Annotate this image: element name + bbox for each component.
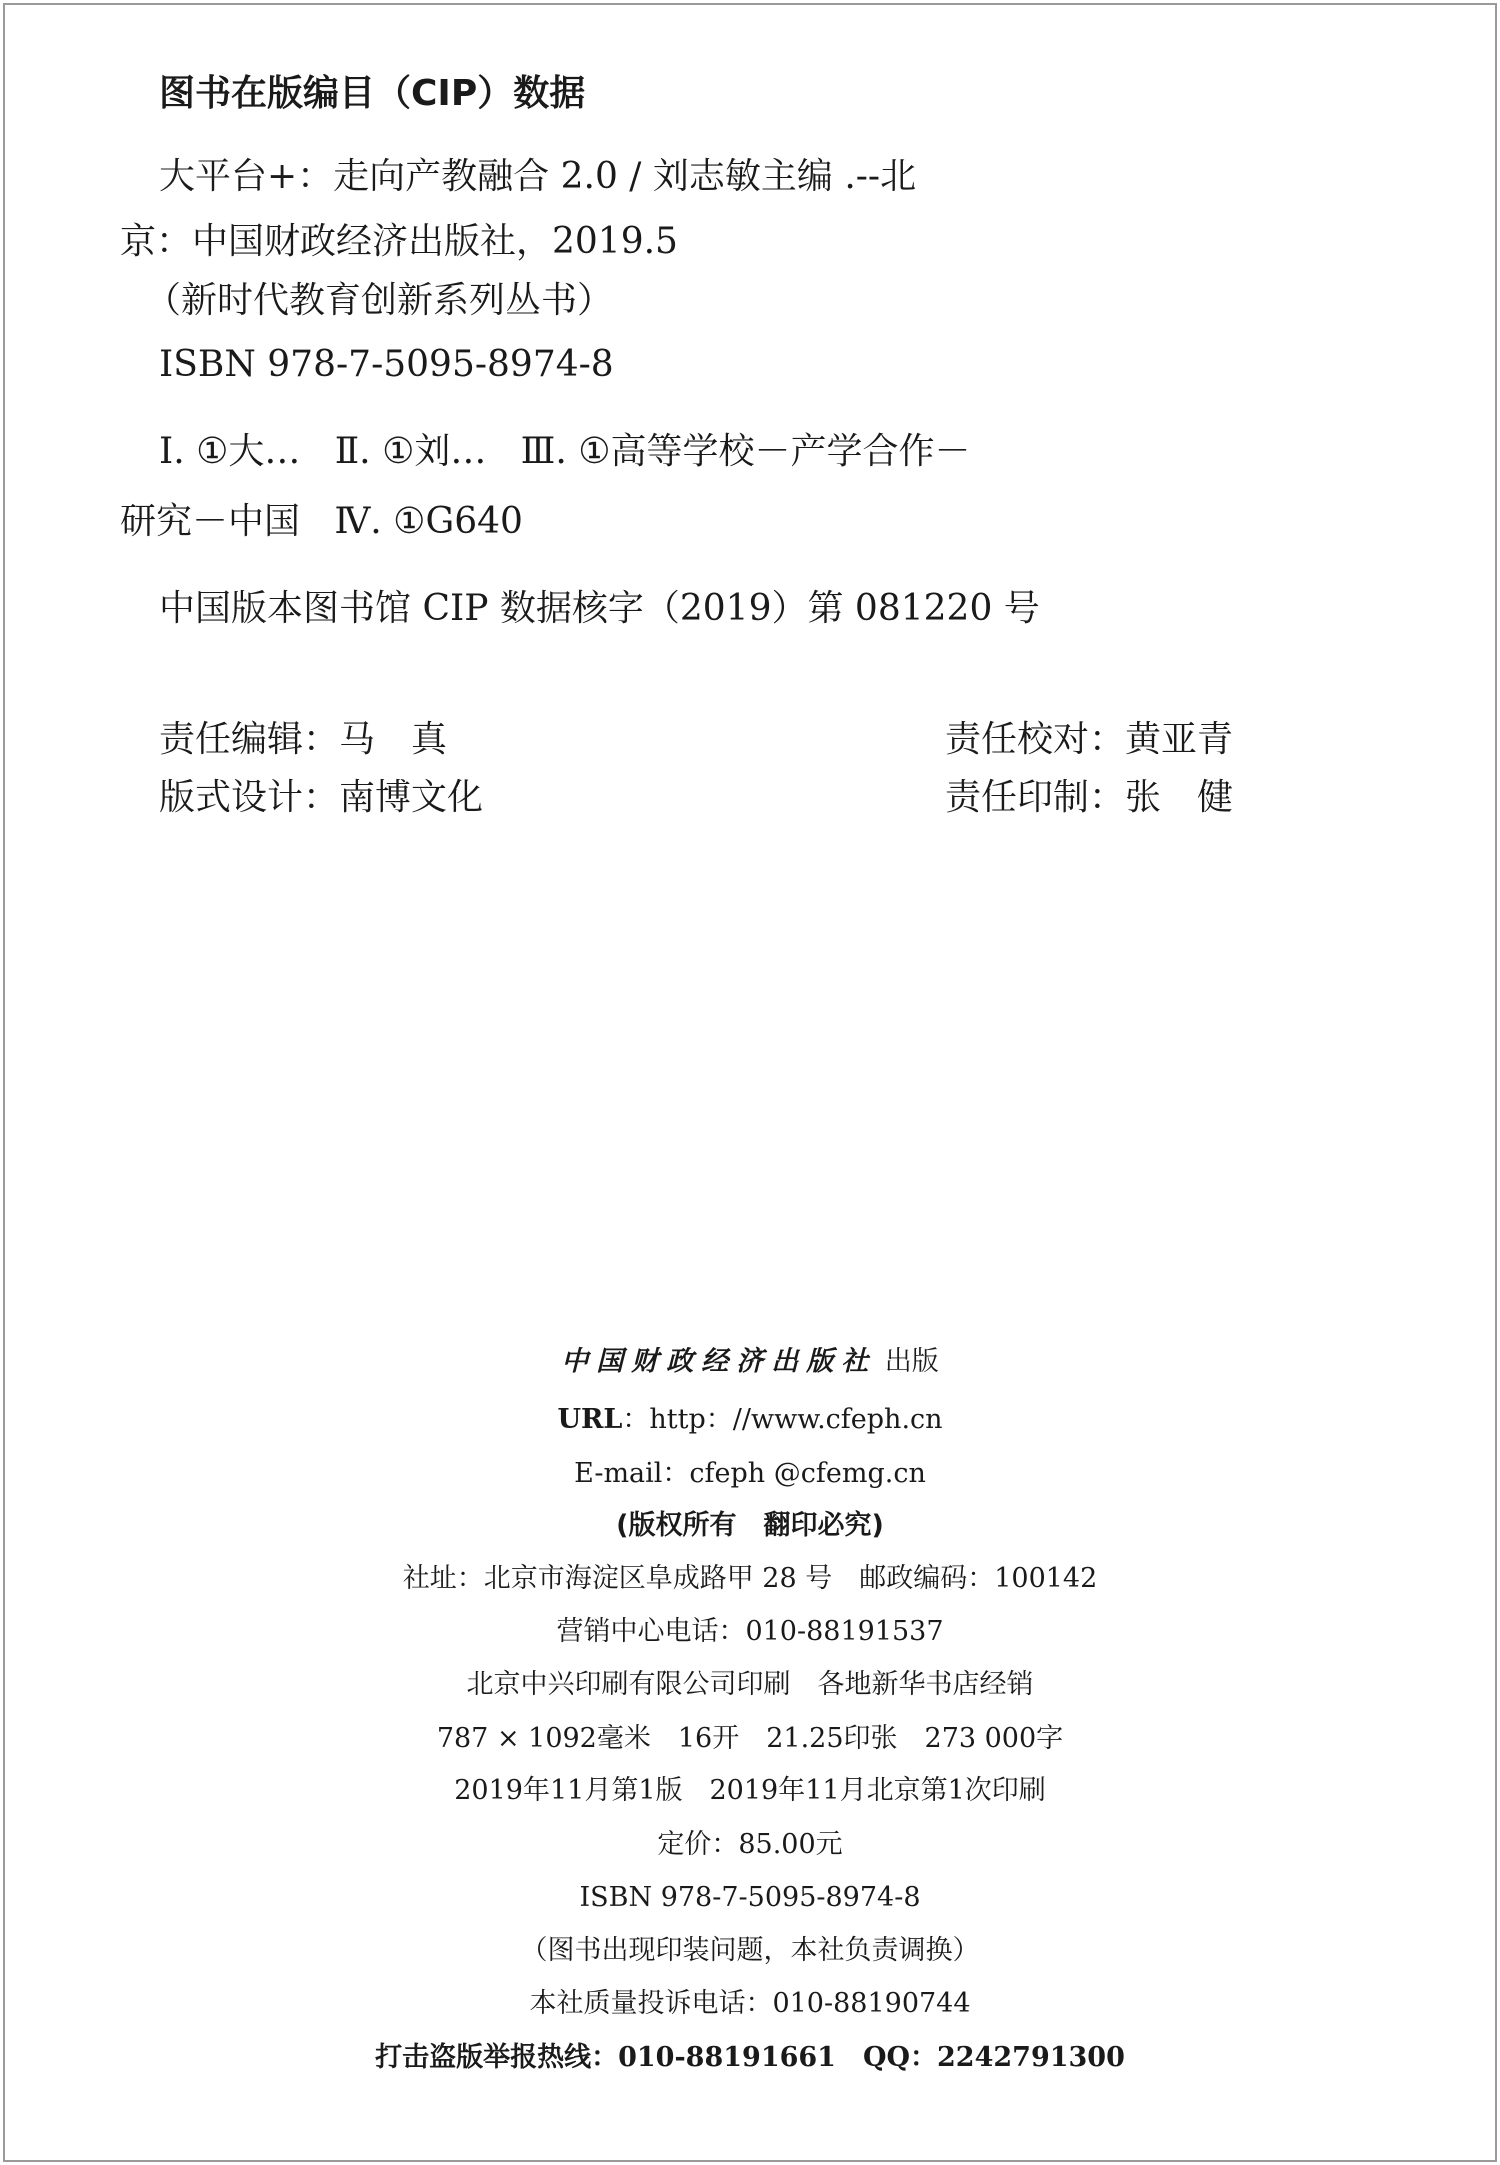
publisher-suffix: 出版	[884, 1346, 939, 1377]
cip-subjects-line1: Ⅰ. ①大… Ⅱ. ①刘… Ⅲ. ①高等学校－产学合作－	[159, 431, 971, 472]
edition-line: 2019年11月第1版 2019年11月北京第1次印刷	[454, 1775, 1046, 1806]
quality-phone-line: 本社质量投诉电话：010-88190744	[529, 1988, 971, 2019]
url-link: ：http：//www.cfeph.cn	[622, 1404, 943, 1435]
cip-number: 中国版本图书馆 CIP 数据核字（2019）第 081220 号	[159, 588, 1040, 629]
marketing-phone-line: 营销中心电话：010-88191537	[556, 1616, 944, 1647]
credit-proofreader: 责任校对：黄亚青	[945, 719, 1234, 760]
email-line: E-mail：cfeph @cfemg.cn	[574, 1458, 926, 1489]
publisher-line	[0, 1344, 1500, 1380]
printer-line: 北京中兴印刷有限公司印刷 各地新华书店经销	[466, 1669, 1034, 1700]
address-line: 社址：北京市海淀区阜成路甲 28 号 邮政编码：100142	[402, 1563, 1098, 1594]
isbn-line: ISBN 978-7-5095-8974-8	[579, 1882, 921, 1913]
cip-heading: 图书在版编目（CIP）数据	[159, 73, 586, 114]
credit-editor: 责任编辑：马 真	[159, 719, 448, 760]
cip-title-line1: 大平台+：走向产教融合 2.0 / 刘志敏主编 .--北	[159, 156, 917, 197]
cip-isbn: ISBN 978-7-5095-8974-8	[159, 344, 614, 385]
cip-series: （新时代教育创新系列丛书）	[145, 280, 614, 321]
cip-title-line2: 京：中国财政经济出版社，2019.5	[120, 221, 678, 262]
credit-layout: 版式设计：南博文化	[159, 777, 484, 818]
copyright-line: (版权所有 翻印必究)	[616, 1510, 884, 1541]
cip-subjects-line2: 研究－中国 Ⅳ. ①G640	[120, 501, 523, 542]
specs-line: 787 × 1092毫米 16开 21.25印张 273 000字	[436, 1723, 1064, 1754]
price-line: 定价：85.00元	[657, 1829, 843, 1860]
credit-printing: 责任印制：张 健	[945, 777, 1234, 818]
piracy-hotline-line: 打击盗版举报热线：010-88191661 QQ：2242791300	[375, 2042, 1125, 2073]
url-label: URL	[557, 1404, 623, 1435]
url-line	[0, 1402, 1500, 1438]
notice-line: （图书出现印装问题，本社负责调换）	[520, 1935, 980, 1966]
publisher-logo: 中国财政经济出版社	[561, 1346, 877, 1377]
